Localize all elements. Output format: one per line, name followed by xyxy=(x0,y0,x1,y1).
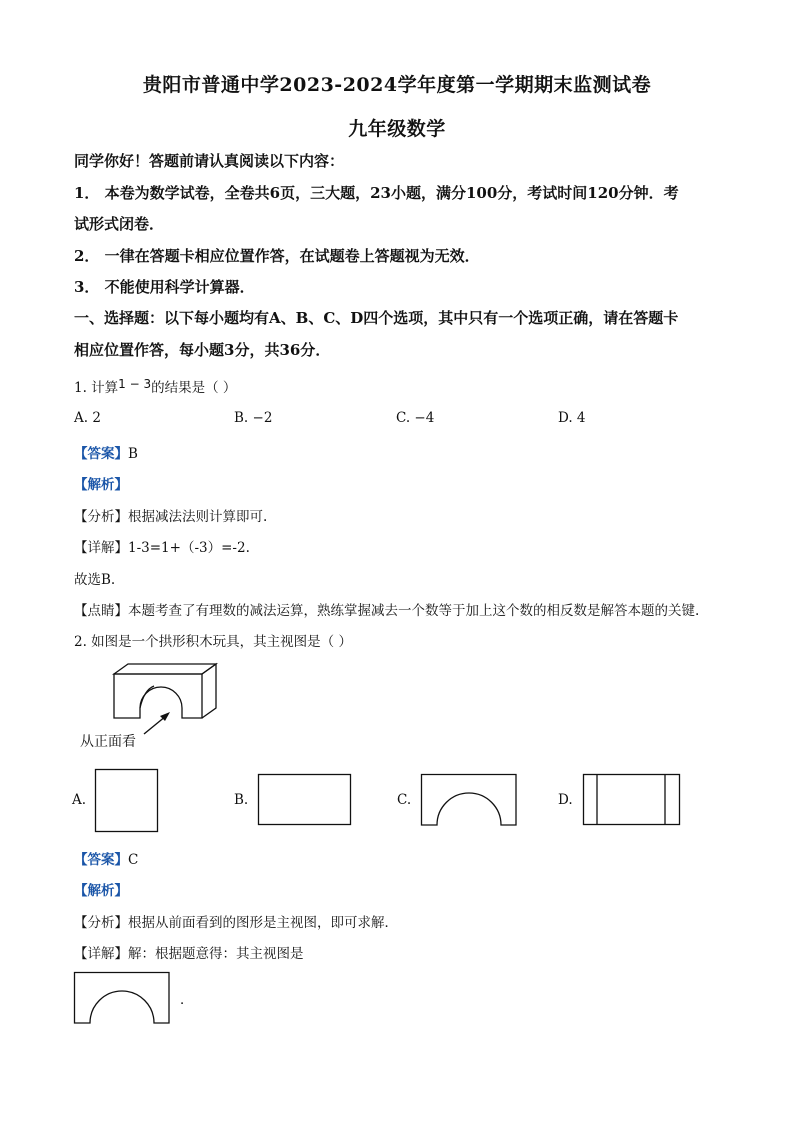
q1-prefix: 1. 计算 xyxy=(74,380,119,396)
q2-solution-arch xyxy=(74,972,170,1024)
instruction-item-3: 3． 不能使用科学计算器． xyxy=(74,278,255,296)
q1-option-a: A. 2 xyxy=(74,410,101,426)
q1-comment xyxy=(74,599,699,619)
section1-heading: 一、选择题：以下每小题均有A、B、C、D四个选项，其中只有一个选项正确，请在答题卡 xyxy=(74,309,679,327)
q2-detail-end: ． xyxy=(180,992,194,1008)
q1-detail xyxy=(74,536,250,556)
fenxi-tag: 【分析】 xyxy=(74,509,128,525)
q2-answer-value: C xyxy=(128,852,139,868)
q1-suffix: 的结果是（ ） xyxy=(151,380,237,396)
q2-fenxi xyxy=(74,911,398,931)
exam-title: 贵阳市普通中学2023-2024学年度第一学期期末监测试卷 xyxy=(142,74,652,96)
q1-stem xyxy=(74,376,236,396)
answer-tag: 【答案】 xyxy=(74,852,128,868)
q2-option-b-label: B. xyxy=(234,792,249,808)
q2-option-d-label: D. xyxy=(558,792,573,808)
instruction-item-2: 2． 一律在答题卡相应位置作答，在试题卷上答题视为无效． xyxy=(74,247,480,265)
q1-fenxi xyxy=(74,505,267,525)
q2-stem: 2. 如图是一个拱形积木玩具，其主视图是（ ） xyxy=(74,634,352,650)
q2-detail xyxy=(74,942,304,962)
analysis-tag: 【解析】 xyxy=(74,883,128,899)
q1-option-d: D. 4 xyxy=(558,410,586,426)
q2-option-b-rectangle xyxy=(258,774,352,826)
section1-heading-cont: 相应位置作答，每小题3分，共36分． xyxy=(74,341,331,359)
q1-fenxi-text: 根据减法法则计算即可. xyxy=(128,509,268,525)
q2-option-c-label: C. xyxy=(397,792,412,808)
arch-block-figure xyxy=(100,660,240,735)
instruction-item-1: 1． 本卷为数学试卷，全卷共6页，三大题，23小题，满分100分，考试时间120分钟．考 xyxy=(74,184,679,202)
q1-analysis-heading xyxy=(74,473,128,493)
fenxi-tag: 【分析】 xyxy=(74,915,128,931)
q1-option-b: B. −2 xyxy=(234,410,273,426)
comment-tag: 【点睛】 xyxy=(74,603,128,619)
q1-expression: 1 − 3 xyxy=(118,377,152,391)
q2-option-c-arch xyxy=(421,774,517,826)
figure-caption: 从正面看 xyxy=(80,734,136,750)
q1-comment-text: 本题考查了有理数的减法运算，熟练掌握减去一个数等于加上这个数的相反数是解答本题的关键. xyxy=(128,603,700,619)
q2-option-d-rectangle-lines xyxy=(583,774,681,826)
q2-detail-text: 解：根据题意得：其主视图是 xyxy=(128,946,304,962)
detail-tag: 【详解】 xyxy=(74,540,128,556)
detail-tag: 【详解】 xyxy=(74,946,128,962)
q1-conclusion: 故选B. xyxy=(74,572,116,588)
analysis-tag: 【解析】 xyxy=(74,477,128,493)
q2-option-a-label: A. xyxy=(72,792,87,808)
exam-subtitle: 九年级数学 xyxy=(348,118,446,140)
q2-fenxi-text: 根据从前面看到的图形是主视图，即可求解． xyxy=(128,915,398,931)
q1-option-c: C. −4 xyxy=(396,410,435,426)
q2-answer xyxy=(74,848,138,868)
q1-answer xyxy=(74,442,138,462)
answer-tag: 【答案】 xyxy=(74,446,128,462)
q2-option-a-square xyxy=(95,769,159,833)
q1-answer-value: B xyxy=(128,446,138,462)
q2-analysis-heading xyxy=(74,879,128,899)
q1-detail-text: 1-3=1+（-3）=-2. xyxy=(128,540,250,556)
instruction-item-1-cont: 试形式闭卷． xyxy=(74,215,165,233)
instructions-greeting: 同学你好！答题前请认真阅读以下内容： xyxy=(74,152,345,170)
